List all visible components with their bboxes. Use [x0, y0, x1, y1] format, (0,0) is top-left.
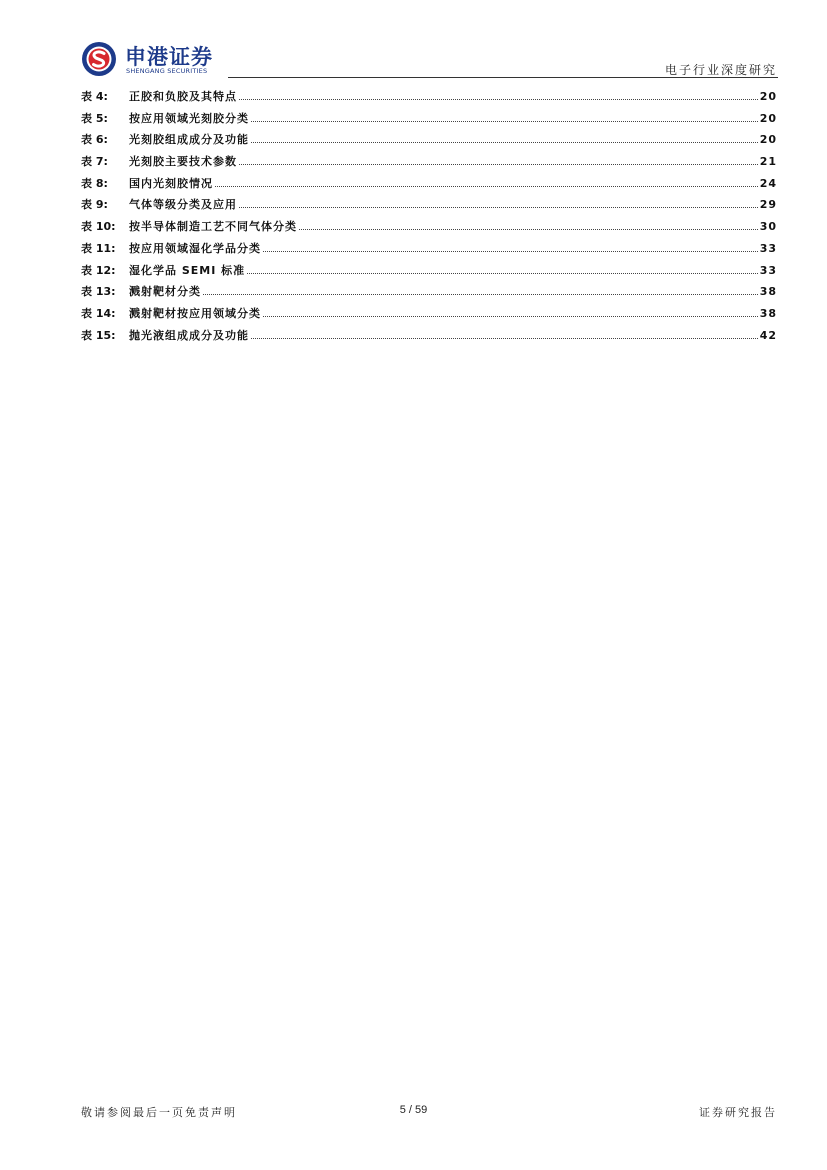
toc-entry[interactable]	[81, 305, 777, 327]
toc-dot-leader	[251, 338, 758, 339]
toc-entry-page: 20	[759, 90, 777, 103]
toc-dot-leader	[239, 207, 758, 208]
toc-entry[interactable]	[81, 196, 777, 218]
toc-entry-number: 表 8:	[81, 176, 108, 190]
report-type-label: 证券研究报告	[699, 1106, 777, 1119]
page-number: 5 / 59	[399, 1104, 428, 1116]
toc-entry-number: 表 12:	[81, 263, 116, 277]
company-logo	[81, 41, 231, 77]
toc-dot-leader	[203, 294, 758, 295]
logo-chinese-name: 申港证券	[125, 45, 213, 69]
toc-entry-title: 国内光刻胶情况	[129, 176, 213, 190]
toc-entry-title: 溅射靶材分类	[129, 285, 201, 299]
toc-entry-page: 24	[759, 176, 777, 190]
toc-entry-page: 38	[759, 285, 777, 299]
toc-entry-page: 20	[759, 133, 777, 147]
toc-entry-page: 30	[759, 220, 777, 234]
toc-entry-title: 按半导体制造工艺不同气体分类	[129, 220, 297, 234]
toc-entry-number: 表 11:	[81, 241, 116, 255]
toc-entry[interactable]	[81, 283, 777, 305]
toc-entry-page: 21	[759, 155, 777, 169]
toc-dot-leader	[263, 251, 758, 252]
logo-english-name: SHENGANG SECURITIES	[126, 67, 208, 75]
toc-dot-leader	[247, 273, 758, 274]
header-divider	[228, 77, 778, 78]
toc-entry-page: 33	[759, 241, 777, 255]
toc-entry-title: 抛光液组成成分及功能	[129, 328, 249, 342]
toc-entry-title: 湿化学品 SEMI 标准	[129, 263, 246, 277]
toc-entry-title: 气体等级分类及应用	[129, 198, 237, 212]
toc-entry-page: 20	[759, 111, 777, 125]
toc-entry-number: 表 4:	[81, 90, 108, 103]
toc-entry-page: 38	[759, 306, 777, 320]
toc-entry-number: 表 6:	[81, 133, 108, 147]
toc-entry-number: 表 13:	[81, 285, 116, 299]
toc-entry-number: 表 5:	[81, 111, 108, 125]
toc-entry[interactable]	[81, 131, 777, 153]
toc-entry-page: 29	[759, 198, 777, 212]
toc-entry-title: 光刻胶组成成分及功能	[129, 133, 249, 147]
toc-entry-title: 按应用领域湿化学品分类	[129, 241, 261, 255]
toc-entry-title: 按应用领域光刻胶分类	[129, 111, 249, 125]
toc-entry[interactable]	[81, 218, 777, 240]
toc-entry-number: 表 14:	[81, 306, 116, 320]
shengang-logo-icon	[81, 41, 117, 77]
toc-entry[interactable]	[81, 175, 777, 197]
toc-entry-number: 表 15:	[81, 328, 116, 342]
toc-entry[interactable]	[81, 262, 777, 284]
toc-entry[interactable]	[81, 240, 777, 262]
toc-entry[interactable]	[81, 327, 777, 349]
toc-dot-leader	[239, 99, 758, 100]
toc-entry[interactable]	[81, 110, 777, 132]
toc-dot-leader	[263, 316, 758, 317]
toc-dot-leader	[215, 186, 758, 187]
table-of-contents	[81, 88, 777, 348]
toc-dot-leader	[251, 142, 758, 143]
disclaimer-note: 敬请参阅最后一页免责声明	[81, 1106, 237, 1119]
toc-entry-number: 表 9:	[81, 198, 108, 212]
toc-entry-title: 光刻胶主要技术参数	[129, 155, 237, 169]
toc-dot-leader	[239, 164, 758, 165]
toc-entry-number: 表 7:	[81, 155, 108, 169]
toc-entry[interactable]	[81, 88, 777, 110]
toc-entry[interactable]	[81, 153, 777, 175]
toc-entry-number: 表 10:	[81, 220, 116, 234]
toc-entry-title: 溅射靶材按应用领域分类	[129, 306, 261, 320]
toc-entry-page: 42	[759, 328, 777, 342]
toc-dot-leader	[251, 121, 758, 122]
toc-entry-title: 正胶和负胶及其特点	[129, 90, 237, 103]
report-category-title: 电子行业深度研究	[664, 63, 777, 77]
toc-entry-page: 33	[759, 263, 777, 277]
toc-dot-leader	[299, 229, 758, 230]
